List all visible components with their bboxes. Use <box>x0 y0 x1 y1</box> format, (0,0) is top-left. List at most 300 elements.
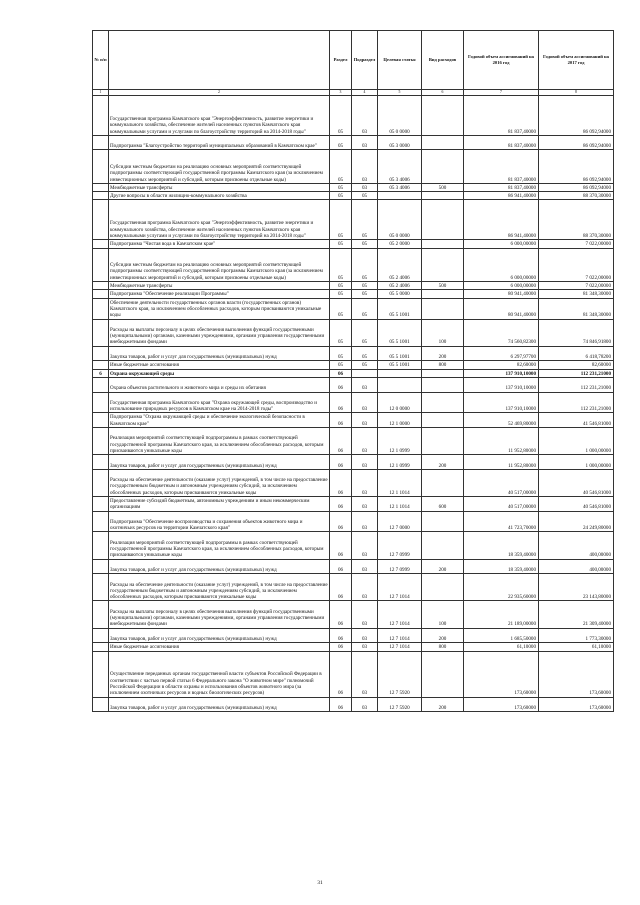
table-row <box>93 298 614 319</box>
row-subsection: 03 <box>352 150 378 184</box>
row-expense-type <box>422 248 464 282</box>
row-amount-2016: 6 000,00000 <box>464 282 539 290</box>
table-row <box>93 455 614 470</box>
row-expense-type <box>422 392 464 413</box>
row-amount-2017: 400,00000 <box>539 532 614 559</box>
row-amount-2016: 6 297,97700 <box>464 346 539 361</box>
row-target-article: 05 5 1001 <box>378 346 422 361</box>
row-amount-2016: 61,10000 <box>464 643 539 651</box>
row-section: 06 <box>330 377 352 392</box>
column-number: 3 <box>330 90 352 96</box>
row-number <box>93 697 109 712</box>
row-expense-type: 100 <box>422 319 464 346</box>
row-amount-2016: 11 952,80000 <box>464 428 539 455</box>
row-number <box>93 392 109 413</box>
table-row <box>93 200 614 240</box>
row-subsection: 03 <box>352 96 378 136</box>
row-number <box>93 496 109 511</box>
row-target-article: 12 1 0000 <box>378 413 422 428</box>
row-target-article: 12 7 5920 <box>378 697 422 712</box>
row-number <box>93 183 109 191</box>
row-name: Предоставление субсидий бюджетным, автономным учреждениям и иным некоммерческим организациям <box>109 496 330 511</box>
table-row <box>93 346 614 361</box>
budget-table-container <box>92 30 613 712</box>
row-amount-2016: 11 952,80000 <box>464 455 539 470</box>
header-name <box>109 31 330 90</box>
row-number <box>93 361 109 369</box>
row-target-article: 05 2 4006 <box>378 282 422 290</box>
row-section: 06 <box>330 455 352 470</box>
row-amount-2016: 22 935,60000 <box>464 574 539 601</box>
table-row <box>93 601 614 628</box>
row-name: Закупка товаров, работ и услуг для государственных (муниципальных) нужд <box>109 346 330 361</box>
row-amount-2017: 41 546,81000 <box>539 413 614 428</box>
row-amount-2016: 82,60000 <box>464 361 539 369</box>
row-target-article: 12 0 0000 <box>378 392 422 413</box>
row-number <box>93 651 109 697</box>
table-row <box>93 392 614 413</box>
row-expense-type: 100 <box>422 601 464 628</box>
row-name: Закупка товаров, работ и услуг для государственных (муниципальных) нужд <box>109 628 330 643</box>
row-expense-type: 800 <box>422 361 464 369</box>
row-name: Обеспечение деятельности государственных органов власти (государственных органов) Камчатского края, за исключением обособленных расходов, которым присваиваются уникальные коды <box>109 298 330 319</box>
row-expense-type <box>422 413 464 428</box>
row-name: Другие вопросы в области жилищно-коммунального хозяйства <box>109 192 330 200</box>
table-row <box>93 290 614 298</box>
row-amount-2016: 81 837,40000 <box>464 183 539 191</box>
row-expense-type <box>422 240 464 248</box>
row-subsection: 05 <box>352 200 378 240</box>
row-target-article: 12 7 1014 <box>378 601 422 628</box>
row-section: 06 <box>330 413 352 428</box>
row-number <box>93 346 109 361</box>
row-subsection: 03 <box>352 428 378 455</box>
row-amount-2016: 6 000,00000 <box>464 248 539 282</box>
row-expense-type: 200 <box>422 455 464 470</box>
row-section: 05 <box>330 248 352 282</box>
row-target-article: 12 1 1014 <box>378 496 422 511</box>
row-number <box>93 96 109 136</box>
row-target-article: 12 7 0000 <box>378 511 422 532</box>
row-section: 06 <box>330 532 352 559</box>
row-subsection: 03 <box>352 377 378 392</box>
row-amount-2017: 1 000,00000 <box>539 455 614 470</box>
row-section: 06 <box>330 369 352 377</box>
table-row <box>93 361 614 369</box>
row-number <box>93 240 109 248</box>
row-amount-2017: 81 348,30000 <box>539 290 614 298</box>
row-section: 05 <box>330 240 352 248</box>
row-number <box>93 559 109 574</box>
row-amount-2017: 40 546,81000 <box>539 496 614 511</box>
header-section: Раздел <box>330 31 352 90</box>
header-vol-2016: Годовой объем ассигнований на 2016 год <box>464 31 539 90</box>
row-target-article: 05 5 1001 <box>378 361 422 369</box>
row-amount-2016: 86 941,40000 <box>464 200 539 240</box>
row-expense-type <box>422 290 464 298</box>
table-row <box>93 150 614 184</box>
column-number: 5 <box>378 90 422 96</box>
header-row <box>93 31 614 90</box>
row-number <box>93 298 109 319</box>
row-subsection: 03 <box>352 601 378 628</box>
row-amount-2016: 81 837,40000 <box>464 96 539 136</box>
row-name: Закупка товаров, работ и услуг для государственных (муниципальных) нужд <box>109 697 330 712</box>
row-name: Государственная программа Камчатского края "Энергоэффективность, развитие энергетики и коммунального хозяйства, обеспечение жителей населенных пунктов Камчатского края коммунальными услугами и услугами по благоустройству территорий на 2014-2018 годы" <box>109 200 330 240</box>
row-amount-2016: 40 517,00000 <box>464 469 539 496</box>
row-section: 05 <box>330 361 352 369</box>
column-number: 6 <box>422 90 464 96</box>
row-target-article: 05 2 4006 <box>378 248 422 282</box>
row-expense-type: 500 <box>422 282 464 290</box>
row-name: Реализация мероприятий соответствующей подпрограммы в рамках соответствующей государственной программы Камчатского края, за исключением обособленных расходов, которым присваиваются уникальные коды <box>109 532 330 559</box>
budget-table <box>92 30 614 712</box>
row-section: 05 <box>330 183 352 191</box>
row-subsection: 03 <box>352 135 378 150</box>
row-section: 05 <box>330 290 352 298</box>
table-row <box>93 428 614 455</box>
row-name: Субсидии местным бюджетам на реализацию основных мероприятий соответствующей подпрограммы соответствующей государственной программы Камчатского края (за исключением инвестиционных мероприятий и субсидий, которым присвоены отдельные коды) <box>109 150 330 184</box>
column-number: 2 <box>109 90 330 96</box>
row-expense-type <box>422 200 464 240</box>
row-target-article: 05 3 0000 <box>378 135 422 150</box>
column-number: 8 <box>539 90 614 96</box>
row-name: Расходы на выплаты персоналу в целях обеспечения выполнения функций государственными (муниципальными) органами, казенными учреждениями, органами управления государственными внебюджетными фондами <box>109 601 330 628</box>
row-subsection: 03 <box>352 183 378 191</box>
row-amount-2017: 86 092,94000 <box>539 150 614 184</box>
row-target-article: 12 1 0999 <box>378 455 422 470</box>
row-amount-2017: 86 092,94000 <box>539 183 614 191</box>
row-section: 06 <box>330 559 352 574</box>
row-name: Государственная программа Камчатского края "Охрана окружающей среды, воспроизводство и использование природных ресурсов в Камчатском крае на 2014-2018 годы" <box>109 392 330 413</box>
row-number <box>93 282 109 290</box>
row-subsection: 03 <box>352 574 378 601</box>
row-name: Иные бюджетные ассигнования <box>109 361 330 369</box>
row-section: 06 <box>330 469 352 496</box>
row-subsection: 03 <box>352 697 378 712</box>
table-row <box>93 532 614 559</box>
row-amount-2016: 80 941,40000 <box>464 290 539 298</box>
row-section: 05 <box>330 319 352 346</box>
row-amount-2017: 1 773,30000 <box>539 628 614 643</box>
row-number <box>93 455 109 470</box>
row-amount-2016: 81 837,40000 <box>464 135 539 150</box>
row-subsection: 03 <box>352 651 378 697</box>
table-row <box>93 183 614 191</box>
row-number <box>93 377 109 392</box>
row-number: 6 <box>93 369 109 377</box>
row-expense-type <box>422 469 464 496</box>
row-expense-type: 200 <box>422 697 464 712</box>
row-expense-type: 600 <box>422 496 464 511</box>
row-target-article: 12 7 0999 <box>378 532 422 559</box>
table-row <box>93 511 614 532</box>
row-section: 05 <box>330 200 352 240</box>
row-subsection: 05 <box>352 361 378 369</box>
row-amount-2017: 82,60000 <box>539 361 614 369</box>
row-name: Реализация мероприятий соответствующей подпрограммы в рамках соответствующей государственной программы Камчатского края, за исключением обособленных расходов, которым присваиваются уникальные коды <box>109 428 330 455</box>
row-subsection: 03 <box>352 532 378 559</box>
table-row <box>93 369 614 377</box>
column-number: 1 <box>93 90 109 96</box>
row-subsection: 05 <box>352 248 378 282</box>
row-amount-2016: 18 359,40000 <box>464 532 539 559</box>
row-amount-2016: 137 910,10000 <box>464 369 539 377</box>
row-amount-2017: 112 231,21000 <box>539 392 614 413</box>
row-number <box>93 413 109 428</box>
row-target-article: 05 5 0000 <box>378 290 422 298</box>
row-subsection: 05 <box>352 346 378 361</box>
row-name: Межбюджетные трансферты <box>109 183 330 191</box>
row-name: Осуществление переданных органам государственной власти субъектов Российской Федерации в соответствии с частью первой статьи 6 Федерального закона "О животном мире" полномочий Российской Федерации в области охраны и использования объектов животного мира (за исключением охотничьих ресурсов и водных биологических ресурсов) <box>109 651 330 697</box>
row-target-article: 12 7 5920 <box>378 651 422 697</box>
header-target: Целевая статья <box>378 31 422 90</box>
row-amount-2016: 18 359,40000 <box>464 559 539 574</box>
row-number <box>93 469 109 496</box>
table-row <box>93 319 614 346</box>
column-number: 7 <box>464 90 539 96</box>
table-row <box>93 377 614 392</box>
row-target-article: 05 5 1001 <box>378 298 422 319</box>
table-row <box>93 574 614 601</box>
row-target-article <box>378 192 422 200</box>
row-amount-2017: 23 143,80000 <box>539 574 614 601</box>
header-expense-type: Вид расходов <box>422 31 464 90</box>
table-row <box>93 469 614 496</box>
row-number <box>93 511 109 532</box>
row-number <box>93 628 109 643</box>
row-amount-2017: 6 418,78200 <box>539 346 614 361</box>
row-amount-2017: 7 022,00000 <box>539 248 614 282</box>
row-amount-2017: 400,00000 <box>539 559 614 574</box>
row-subsection: 03 <box>352 511 378 532</box>
row-expense-type <box>422 96 464 136</box>
row-section: 06 <box>330 496 352 511</box>
row-name: Подпрограмма "Охрана окружающей среды и обеспечение экологической безопасности в Камчатском крае" <box>109 413 330 428</box>
table-body <box>93 96 614 712</box>
row-expense-type: 800 <box>422 643 464 651</box>
row-target-article: 12 1 1014 <box>378 469 422 496</box>
table-row <box>93 413 614 428</box>
row-expense-type <box>422 377 464 392</box>
row-amount-2016: 173,60000 <box>464 697 539 712</box>
column-number: 4 <box>352 90 378 96</box>
row-name: Охрана окружающей среды <box>109 369 330 377</box>
header-num: № п/п <box>93 31 109 90</box>
row-number <box>93 290 109 298</box>
row-subsection: 03 <box>352 392 378 413</box>
row-amount-2017: 173,60000 <box>539 651 614 697</box>
row-amount-2017: 88 370,30000 <box>539 200 614 240</box>
row-subsection: 05 <box>352 282 378 290</box>
row-expense-type: 200 <box>422 346 464 361</box>
row-subsection: 05 <box>352 240 378 248</box>
row-number <box>93 319 109 346</box>
row-section: 06 <box>330 511 352 532</box>
row-name: Подпрограмма "Обеспечение реализации Программы" <box>109 290 330 298</box>
row-section: 05 <box>330 298 352 319</box>
row-number <box>93 574 109 601</box>
row-section: 06 <box>330 643 352 651</box>
row-expense-type <box>422 192 464 200</box>
row-amount-2016: 81 837,40000 <box>464 150 539 184</box>
row-amount-2017: 112 231,21000 <box>539 369 614 377</box>
table-row <box>93 651 614 697</box>
row-amount-2017: 86 092,94000 <box>539 135 614 150</box>
table-row <box>93 192 614 200</box>
row-amount-2017: 61,10000 <box>539 643 614 651</box>
row-subsection: 03 <box>352 643 378 651</box>
row-number <box>93 150 109 184</box>
row-amount-2017: 7 022,00000 <box>539 240 614 248</box>
row-subsection: 03 <box>352 559 378 574</box>
row-expense-type <box>422 428 464 455</box>
row-amount-2016: 6 000,00000 <box>464 240 539 248</box>
row-expense-type <box>422 532 464 559</box>
row-target-article: 05 3 4006 <box>378 150 422 184</box>
table-row <box>93 628 614 643</box>
row-name: Межбюджетные трансферты <box>109 282 330 290</box>
row-number <box>93 643 109 651</box>
row-target-article: 05 2 0000 <box>378 240 422 248</box>
row-name: Расходы на выплаты персоналу в целях обеспечения выполнения функций государственными (муниципальными) органами, казенными учреждениями, органами управления государственными внебюджетными фондами <box>109 319 330 346</box>
row-target-article: 12 1 0999 <box>378 428 422 455</box>
row-section: 06 <box>330 697 352 712</box>
row-amount-2017: 1 000,00000 <box>539 428 614 455</box>
row-section: 05 <box>330 96 352 136</box>
row-subsection: 03 <box>352 413 378 428</box>
row-subsection: 05 <box>352 298 378 319</box>
row-section: 06 <box>330 574 352 601</box>
row-section: 06 <box>330 392 352 413</box>
row-number <box>93 428 109 455</box>
table-row <box>93 697 614 712</box>
row-amount-2017: 173,60000 <box>539 697 614 712</box>
row-target-article: 05 0 0000 <box>378 200 422 240</box>
row-subsection: 03 <box>352 455 378 470</box>
row-name: Подпрограмма "Обеспечение воспроизводства и сохранения объектов животного мира и охотничьих ресурсов на территории Камчатского края" <box>109 511 330 532</box>
row-expense-type: 500 <box>422 183 464 191</box>
row-amount-2017: 24 249,80000 <box>539 511 614 532</box>
row-amount-2016: 52 469,80000 <box>464 413 539 428</box>
row-amount-2016: 40 517,00000 <box>464 496 539 511</box>
page-number: 31 <box>317 880 323 886</box>
table-row <box>93 643 614 651</box>
row-expense-type <box>422 298 464 319</box>
row-target-article: 12 7 1014 <box>378 574 422 601</box>
row-target-article: 05 5 1001 <box>378 319 422 346</box>
row-name: Подпрограмма "Чистая вода в Камчатском крае" <box>109 240 330 248</box>
row-subsection: 03 <box>352 496 378 511</box>
row-amount-2016: 1 685,50000 <box>464 628 539 643</box>
row-name: Субсидии местным бюджетам на реализацию основных мероприятий соответствующей подпрограммы соответствующей государственной программы Камчатского края (за исключением инвестиционных мероприятий и субсидий, которым присвоены отдельные коды) <box>109 248 330 282</box>
row-target-article <box>378 377 422 392</box>
row-number <box>93 532 109 559</box>
row-subsection: 05 <box>352 319 378 346</box>
row-amount-2016: 21 189,00000 <box>464 601 539 628</box>
table-row <box>93 96 614 136</box>
table-row <box>93 282 614 290</box>
row-amount-2017: 81 348,30000 <box>539 298 614 319</box>
row-name: Иные бюджетные ассигнования <box>109 643 330 651</box>
row-section: 06 <box>330 628 352 643</box>
row-amount-2016: 74 560,82300 <box>464 319 539 346</box>
row-target-article: 05 0 0000 <box>378 96 422 136</box>
row-amount-2017: 21 309,40000 <box>539 601 614 628</box>
row-expense-type <box>422 369 464 377</box>
table-row <box>93 240 614 248</box>
row-amount-2016: 80 941,40000 <box>464 298 539 319</box>
row-number <box>93 200 109 240</box>
row-expense-type <box>422 651 464 697</box>
row-subsection: 05 <box>352 192 378 200</box>
row-name: Расходы на обеспечение деятельности (оказание услуг) учреждений, в том числе на предоставление государственным бюджетным и автономным учреждениям субсидий, за исключением обособленных расходов, которым присваиваются уникальные коды <box>109 574 330 601</box>
table-row <box>93 135 614 150</box>
row-subsection: 03 <box>352 628 378 643</box>
row-name: Закупка товаров, работ и услуг для государственных (муниципальных) нужд <box>109 559 330 574</box>
row-subsection: 05 <box>352 290 378 298</box>
row-expense-type <box>422 150 464 184</box>
row-amount-2017: 40 546,81000 <box>539 469 614 496</box>
row-amount-2017: 7 022,00000 <box>539 282 614 290</box>
row-name: Закупка товаров, работ и услуг для государственных (муниципальных) нужд <box>109 455 330 470</box>
row-number <box>93 135 109 150</box>
header-subsection: Подраздел <box>352 31 378 90</box>
row-number <box>93 601 109 628</box>
row-section: 05 <box>330 150 352 184</box>
row-name: Охрана объектов растительного и животного мира и среды их обитания <box>109 377 330 392</box>
row-target-article: 05 3 4006 <box>378 183 422 191</box>
row-section: 05 <box>330 192 352 200</box>
row-subsection: 03 <box>352 469 378 496</box>
row-amount-2016: 86 941,40000 <box>464 192 539 200</box>
row-amount-2016: 41 723,70000 <box>464 511 539 532</box>
row-section: 06 <box>330 651 352 697</box>
row-name: Расходы на обеспечение деятельности (оказание услуг) учреждений, в том числе на предоставление государственным бюджетным и автономным учреждениям субсидий, за исключением обособленных расходов, которым присваиваются уникальные коды <box>109 469 330 496</box>
row-amount-2017: 112 231,21000 <box>539 377 614 392</box>
row-amount-2017: 88 370,30000 <box>539 192 614 200</box>
row-target-article: 12 7 1014 <box>378 628 422 643</box>
row-target-article <box>378 369 422 377</box>
row-expense-type: 200 <box>422 628 464 643</box>
row-number <box>93 248 109 282</box>
table-row <box>93 248 614 282</box>
row-target-article: 12 7 1014 <box>378 643 422 651</box>
row-subsection <box>352 369 378 377</box>
row-expense-type <box>422 574 464 601</box>
header-vol-2017: Годовой объем ассигнований на 2017 год <box>539 31 614 90</box>
row-name: Подпрограмма "Благоустройство территорий муниципальных образований в Камчатском крае" <box>109 135 330 150</box>
row-section: 05 <box>330 282 352 290</box>
row-expense-type <box>422 135 464 150</box>
row-amount-2017: 74 846,91800 <box>539 319 614 346</box>
row-expense-type: 200 <box>422 559 464 574</box>
row-section: 06 <box>330 601 352 628</box>
row-amount-2016: 137 910,10000 <box>464 392 539 413</box>
row-amount-2016: 137 910,10000 <box>464 377 539 392</box>
row-section: 06 <box>330 428 352 455</box>
row-section: 05 <box>330 135 352 150</box>
table-row <box>93 496 614 511</box>
row-name: Государственная программа Камчатского края "Энергоэффективность, развитие энергетики и коммунального хозяйства, обеспечение жителей населенных пунктов Камчатского края коммунальными услугами и услугами по благоустройству территорий на 2014-2018 годы" <box>109 96 330 136</box>
table-row <box>93 559 614 574</box>
row-amount-2016: 173,60000 <box>464 651 539 697</box>
row-section: 05 <box>330 346 352 361</box>
row-expense-type <box>422 511 464 532</box>
row-number <box>93 192 109 200</box>
row-amount-2017: 86 092,94000 <box>539 96 614 136</box>
row-target-article: 12 7 0999 <box>378 559 422 574</box>
